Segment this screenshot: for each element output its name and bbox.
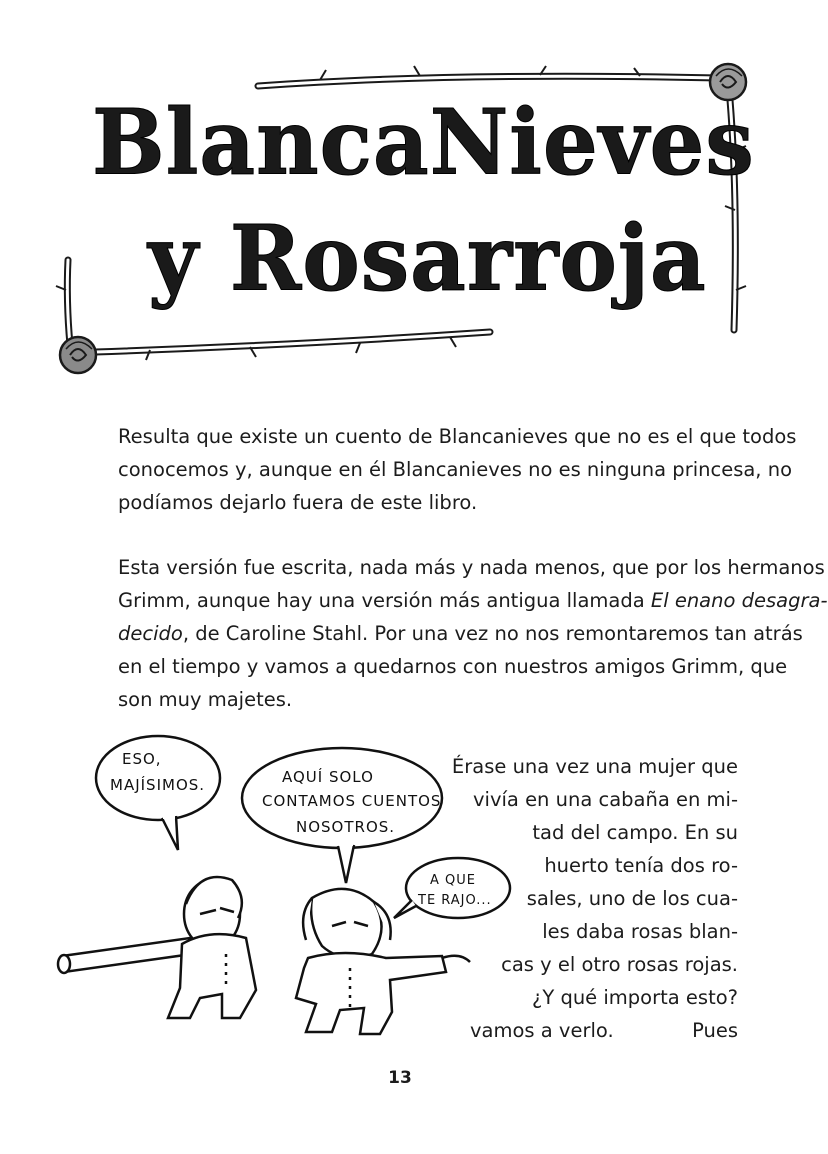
story-line-8: vamos a verlo. xyxy=(470,1019,614,1042)
title-line-2: y Rosarroja xyxy=(148,205,707,312)
text-line xyxy=(118,617,803,650)
speech-bubble-2 xyxy=(242,748,442,883)
bubble-3-line-2: TE RAJO... xyxy=(418,893,492,908)
book-title-italic: El enano desagra- xyxy=(650,589,828,612)
text-line xyxy=(118,584,828,617)
story-line-6: cas y el otro rosas rojas. xyxy=(501,953,738,976)
text-line: en el tiempo y vamos a quedarnos con nuestros amigos Grimm, que xyxy=(118,655,788,678)
story-line-3: huerto tenía dos ro- xyxy=(544,854,738,877)
text-span: Grimm, aunque hay una versión más antigua llamada xyxy=(118,589,651,612)
rose-icon-bottom-left xyxy=(60,337,96,373)
text-line: conocemos y, aunque en él Blancanieves no es ninguna princesa, no xyxy=(118,458,792,481)
bubble-2-line-2: CONTAMOS CUENTOS xyxy=(262,792,442,810)
text-line: son muy majetes. xyxy=(118,688,293,711)
story-line-7: ¿Y qué importa esto? Pues xyxy=(531,986,738,1042)
intro-paragraph xyxy=(118,420,797,519)
title-line-1: BlancaNieves xyxy=(92,89,755,196)
story-line-4: sales, uno de los cua- xyxy=(526,887,738,910)
book-title-italic: decido xyxy=(118,622,183,645)
bubble-2-line-3: NOSOTROS. xyxy=(296,818,396,836)
text-line: Esta versión fue escrita, nada más y nada menos, que por los hermanos xyxy=(118,556,825,579)
title-area xyxy=(0,0,800,400)
bubble-1-line-1: ESO, xyxy=(122,750,162,768)
story-line-0: Érase una vez una mujer que xyxy=(451,755,738,778)
bubble-1-line-2: MAJÍSIMOS. xyxy=(110,776,206,794)
story-line-1: vivía en una cabaña en mi- xyxy=(473,788,738,811)
speech-bubble-3 xyxy=(394,858,510,918)
grimm-paragraph xyxy=(118,551,828,716)
page-number: 13 xyxy=(388,1068,412,1088)
thorny-branch-frame xyxy=(0,0,800,400)
speech-bubble-1 xyxy=(96,736,220,850)
grimm-brothers-illustration xyxy=(50,718,520,1048)
bubble-2-line-1: AQUÍ SOLO xyxy=(282,768,374,786)
bubble-3-line-1: A QUE xyxy=(430,873,476,888)
text-span: , de Caroline Stahl. Por una vez no nos remontaremos tan atrás xyxy=(182,622,803,645)
grimm-brother-left xyxy=(58,877,256,1018)
text-line: Resulta que existe un cuento de Blancanieves que no es el que todos xyxy=(118,425,797,448)
story-line-5: les daba rosas blan- xyxy=(542,920,738,943)
text-line: podíamos dejarlo fuera de este libro. xyxy=(118,491,478,514)
story-line-2: tad del campo. En su xyxy=(532,821,738,844)
